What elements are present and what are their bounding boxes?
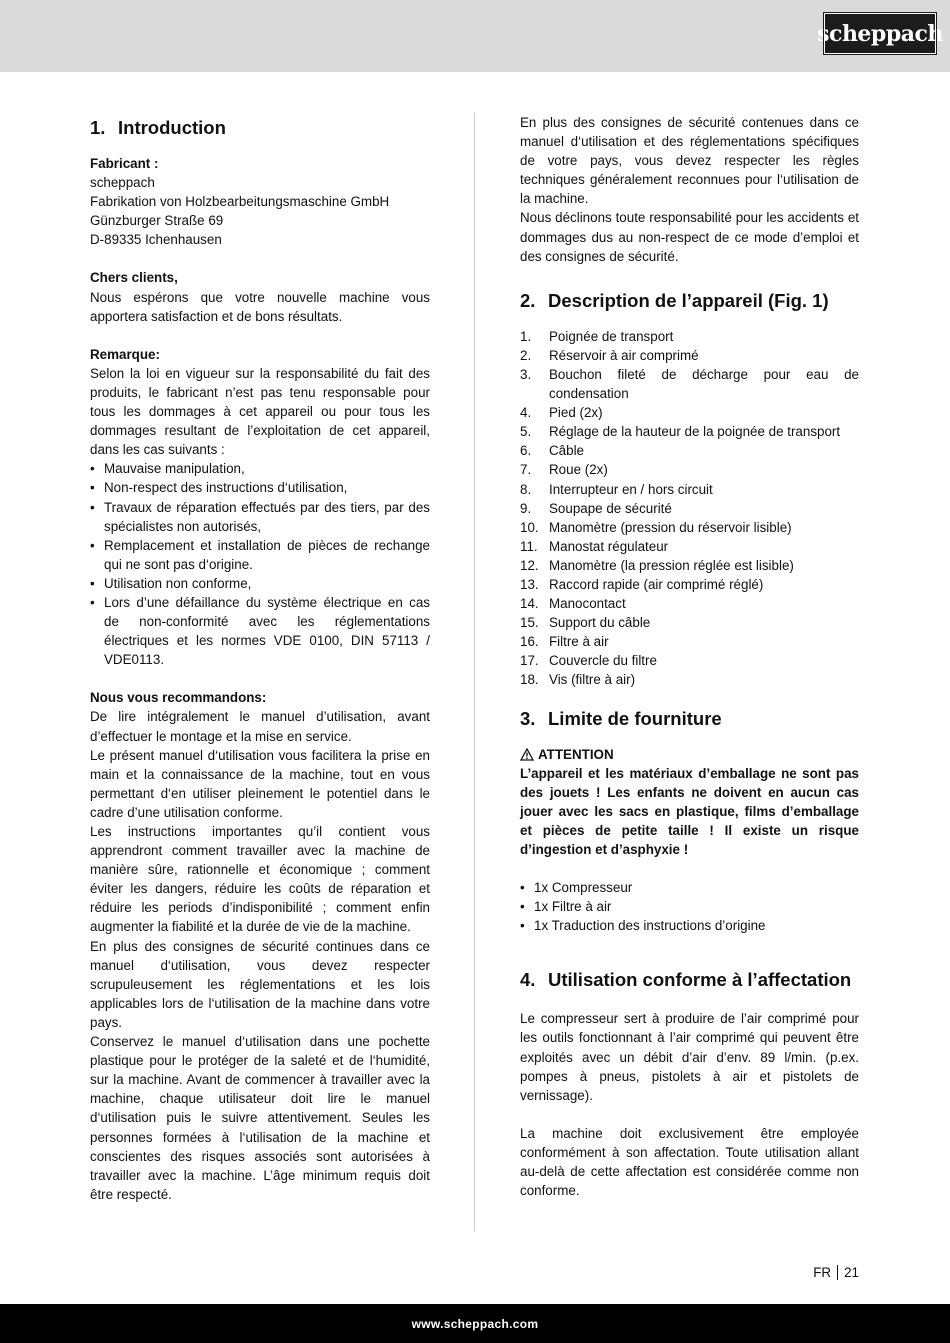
paragraph: Les instructions importantes qu’il contient vous apprendront comment travailler avec la machine de manière sûre, rationnelle et économique ; comment éviter les dangers, réduire les coûts de réparation et réduire les periods d’indisponibilité ; comment enfin augmenter la fiabilité et la durée de vie de la machine.: [90, 824, 430, 935]
page-number-separator: [837, 1265, 838, 1280]
page-footer: [0, 1304, 950, 1343]
page-header: [0, 0, 950, 72]
brand-logo: [817, 13, 943, 54]
warning-icon: [520, 748, 534, 761]
footer-url[interactable]: www.scheppach.com: [411, 1316, 539, 1331]
column-divider: [474, 113, 475, 1231]
list-item: 5. Réglage de la hauteur de la poignée de transport: [520, 424, 841, 440]
list-item: 1. Poignée de transport: [520, 328, 674, 344]
list-item: 3. Bouchon fileté de décharge pour eau de condensation: [520, 366, 859, 402]
section-heading-description: 2. Description de l’appareil (Fig. 1): [520, 289, 829, 311]
dear-customers-label: Chers clients,: [90, 270, 178, 286]
parts-list: [520, 327, 859, 690]
attention-heading: ATTENTION: [520, 745, 859, 764]
paragraph: Nous déclinons toute responsabilité pour les accidents et dommages dus au non-respect de ce mode d’emploi et des consignes de sécurité.: [520, 210, 859, 264]
list-item: • 1x Filtre à air: [520, 897, 859, 916]
list-item: 10. Manomètre (pression du réservoir lisible): [520, 519, 792, 535]
list-item: 2. Réservoir à air comprimé: [520, 347, 699, 363]
list-item: 14. Manocontact: [520, 596, 626, 612]
list-item: • Non-respect des instructions d‘utilisation,: [90, 478, 430, 497]
list-item: 11. Manostat régulateur: [520, 538, 669, 554]
list-item: 12. Manomètre (la pression réglée est lisible): [520, 557, 794, 573]
list-item: 16. Filtre à air: [520, 634, 609, 650]
recommend-label: Nous vous recommandons:: [90, 690, 267, 706]
left-column: [90, 113, 430, 1204]
scope-list: [520, 878, 859, 935]
list-item: • Lors d’une défaillance du système électrique en cas de non-conformité avec les réglementations électriques et les normes VDE 0100, DIN 57113 / VDE0113.: [90, 593, 430, 669]
section-heading-scope: 3. Limite de fourniture: [520, 707, 722, 729]
manufacturer-line: Günzburger Straße 69: [90, 213, 224, 229]
paragraph: En plus des consignes de sécurité continues dans ce manuel d‘utilisation, vous devez respecter scrupuleusement les réglementations et les lois applicables lors de l‘utilisation de la machine dans votre pays.: [90, 938, 430, 1030]
list-item: 6. Câble: [520, 443, 584, 459]
section-heading-introduction: 1. Introduction: [90, 117, 226, 138]
list-item: • Utilisation non conforme,: [90, 574, 430, 593]
paragraph: En plus des consignes de sécurité contenues dans ce manuel d‘utilisation et des réglementations spécifiques de votre pays, vous devez respecter les règles techniques généralement reconnues pour l‘utilisation de la machine.: [520, 115, 859, 207]
page-number: FR 21: [813, 1265, 859, 1280]
paragraph: Le compresseur sert à produire de l’air comprimé pour les outils fonctionnant à l’air comprimé qui peuvent être exploités avec un débit d’air d’env. 89 l/min. (p.ex. pompes à pneus, pistolets à air et pistolets de vernissage).: [520, 1011, 859, 1103]
manufacturer-line: scheppach: [90, 175, 155, 191]
manufacturer-line: Fabrikation von Holzbearbeitungsmaschine GmbH: [90, 194, 390, 210]
list-item: • Travaux de réparation effectués par des tiers, par des spécialistes non autorisés,: [90, 498, 430, 536]
paragraph: La machine doit exclusivement être employée conformément à son affectation. Toute utilisation allant au-delà de cette affectation est considérée comme non conforme.: [520, 1125, 859, 1199]
list-item: 17. Couvercle du filtre: [520, 653, 657, 669]
dear-customers-text: Nous espérons que votre nouvelle machine vous apportera satisfaction et de bons résultats.: [90, 289, 430, 324]
paragraph: Conservez le manuel d‘utilisation dans une pochette plastique pour le protéger de la saleté et de l‘humidité, sur la machine. Avant de commencer à travailler avec la machine, chaque utilisateur doit lire le manuel d‘utilisation puis le suivre attentivement. Seules les personnes formées à l‘utilisation de la machine et conscientes des risques associés sont autorisées à travailler avec la machine. L’âge minimum requis doit être respecté.: [90, 1034, 430, 1202]
list-item: • 1x Traduction des instructions d’origine: [520, 916, 859, 935]
list-item: • 1x Compresseur: [520, 878, 859, 897]
logo-text: scheppach: [817, 20, 943, 47]
paragraph: De lire intégralement le manuel d’utilisation, avant d’effectuer le montage et la mise en service.: [90, 709, 430, 744]
attention-text: L’appareil et les matériaux d’emballage ne sont pas des jouets ! Les enfants ne doivent en aucun cas jouer avec les sacs en plastique, films d’emballage et pièces de petite taille ! Il existe un risque d’ingestion et d’asphyxie !: [520, 765, 859, 857]
list-item: 15. Support du câble: [520, 615, 651, 631]
list-item: 18. Vis (filtre à air): [520, 672, 636, 688]
manufacturer-label: Fabricant :: [90, 156, 159, 171]
section-heading-intended-use: 4. Utilisation conforme à l’affectation: [520, 969, 852, 991]
list-item: • Remplacement et installation de pièces de rechange qui ne sont pas d‘origine.: [90, 536, 430, 574]
list-item: 7. Roue (2x): [520, 462, 608, 478]
list-item: 4. Pied (2x): [520, 405, 603, 421]
remark-list: [90, 459, 430, 669]
manufacturer-line: D-89335 Ichenhausen: [90, 232, 222, 248]
remark-label: Remarque:: [90, 346, 160, 362]
list-item: • Mauvaise manipulation,: [90, 459, 430, 478]
remark-text: Selon la loi en vigueur sur la responsabilité du fait des produits, le fabricant n’est pas tenu responsable pour tous les dommages à cet appareil ou pour tous les dommages resultant de l’exploitation de cet appareil, dans les cas suivants :: [90, 365, 430, 458]
right-column: [520, 113, 859, 1200]
list-item: 9. Soupape de sécurité: [520, 500, 672, 516]
list-item: 13. Raccord rapide (air comprimé réglé): [520, 576, 764, 592]
paragraph: Le présent manuel d‘utilisation vous facilitera la prise en main et la connaissance de la machine, tout en vous permettant d‘en utiliser pleinement le potentiel dans le cadre d’une utilisation conforme.: [90, 747, 430, 820]
list-item: 8. Interrupteur en / hors circuit: [520, 481, 713, 497]
